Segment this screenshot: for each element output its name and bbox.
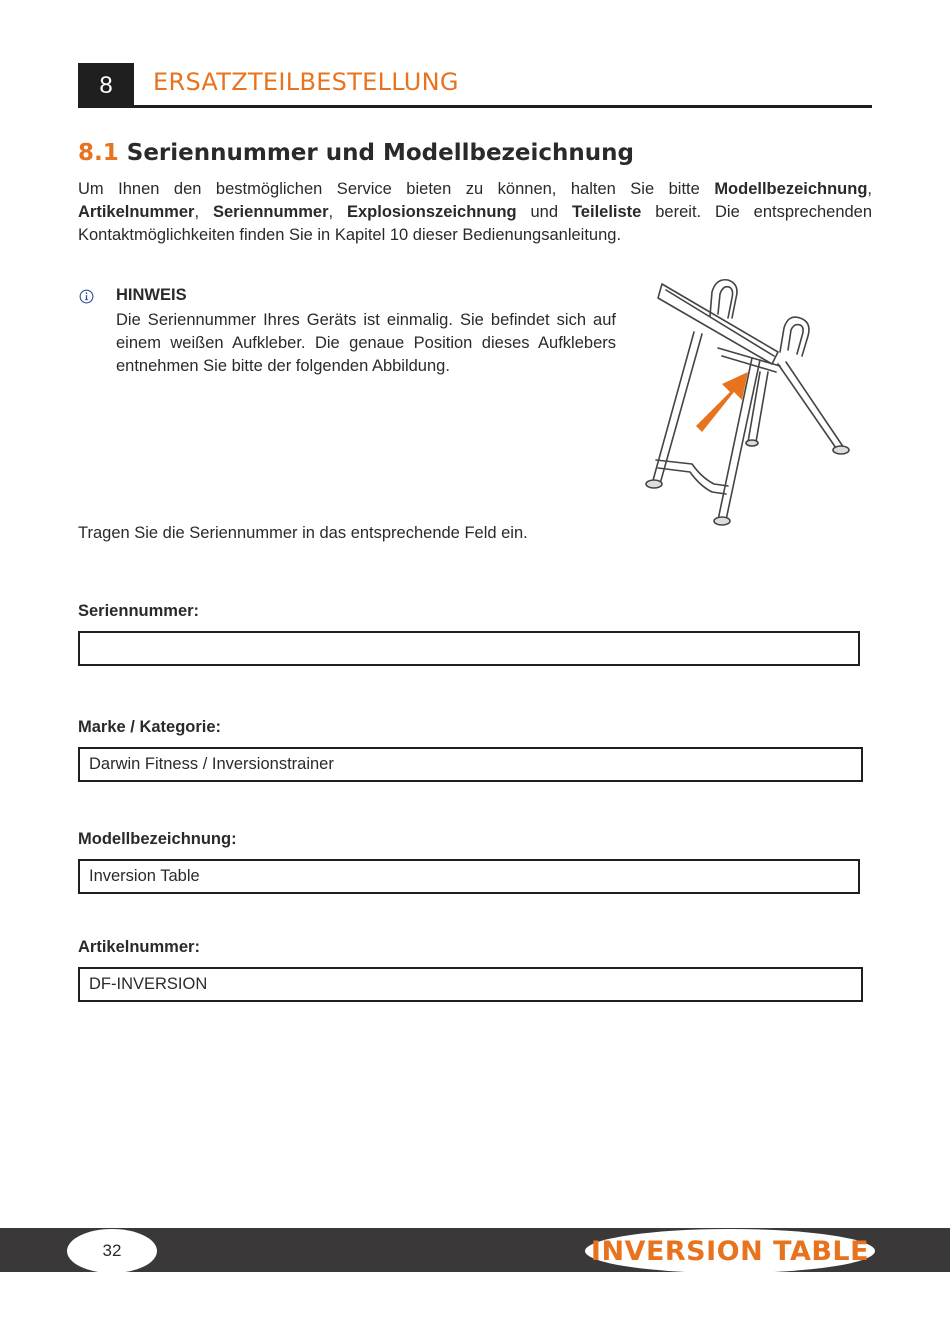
section-title: Seriennummer und Modellbezeichnung [126, 140, 635, 166]
model-field[interactable]: Inversion Table [78, 859, 860, 894]
intro-bold-parts: Teileliste [571, 203, 642, 221]
intro-bold-article: Artikelnummer [78, 203, 195, 221]
intro-sep: , [328, 203, 347, 221]
intro-bold-serial: Seriennummer [212, 203, 329, 221]
article-label: Artikelnummer: [78, 938, 200, 956]
chapter-divider [78, 105, 872, 108]
note-title: HINWEIS [116, 286, 187, 304]
intro-sep: , [194, 203, 213, 221]
intro-sep: , [867, 180, 872, 198]
intro-sep: und [516, 203, 572, 221]
intro-paragraph [78, 178, 872, 247]
note-body: Die Seriennummer Ihres Geräts ist einmalig. Sie befindet sich auf einem weißen Aufkleber. Die genaue Position dieses Aufklebers entnehmen Sie bitte der folgenden Abbildung. [116, 311, 616, 375]
intro-text: Um Ihnen den bestmöglichen Service bieten zu können, halten Sie bitte [78, 180, 715, 198]
page-number: 32 [67, 1229, 157, 1273]
article-field[interactable]: DF-INVERSION [78, 967, 863, 1002]
intro-bold-model: Modellbezeichnung [714, 180, 868, 198]
brand-field[interactable]: Darwin Fitness / Inversionstrainer [78, 747, 863, 782]
brand-label: Marke / Kategorie: [78, 718, 222, 736]
serial-field[interactable] [78, 631, 860, 666]
model-label: Modellbezeichnung: [78, 830, 237, 848]
section-heading [78, 140, 634, 166]
instruction-text: Tragen Sie die Seriennummer in das entsprechende Feld ein. [78, 524, 528, 542]
chapter-title: ERSATZTEILBESTELLUNG [153, 68, 459, 96]
section-number: 8.1 [78, 140, 119, 166]
serial-label: Seriennummer: [78, 602, 200, 620]
intro-bold-explosion: Explosionszeichnung [347, 203, 517, 221]
intro-text-end: bereit. Die entsprechenden Kontaktmöglichkeiten finden Sie in Kapitel 10 dieser Bedienungsanleitung. [78, 203, 873, 244]
inversion-table-illustration [630, 272, 870, 534]
footer-brand-logo: INVERSION TABLE [585, 1229, 875, 1273]
info-icon [79, 289, 94, 304]
chapter-number: 8 [78, 63, 134, 108]
